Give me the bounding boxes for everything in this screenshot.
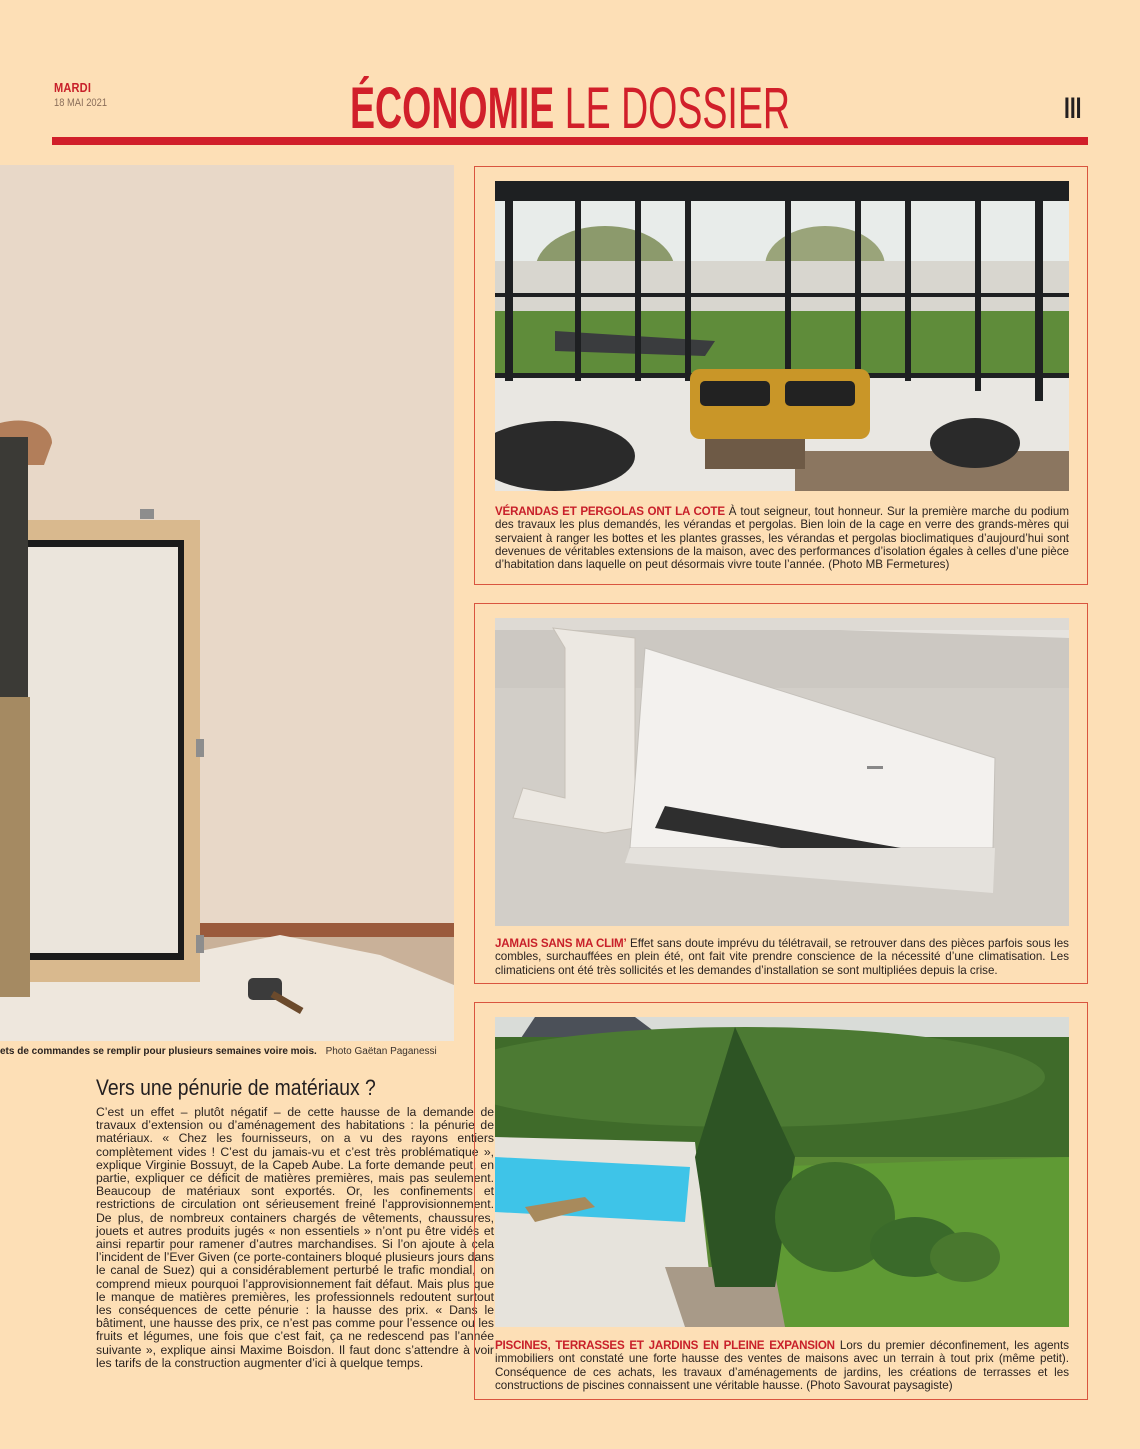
garden-pool-photo <box>495 1017 1069 1327</box>
garden-text: Lors du premier déconfinement, les agents immobiliers ont constaté une forte hausse des ventes de maisons avec un terrain à tout prix (même petit). Conséquence de ces achats, les travaux d’aménagements de jardins, les créations de terrasses et les constructions de piscines connaissent une véritable hausse. (Photo Savourat paysagiste) <box>495 1339 1069 1392</box>
article-body <box>96 1106 494 1370</box>
veranda-caption <box>495 505 1069 571</box>
main-photo-caption <box>0 1046 454 1057</box>
section-title <box>330 70 810 140</box>
main-photo-credit: Photo Gaëtan Paganessi <box>325 1046 437 1057</box>
article-title: Vers une pénurie de matériaux ? <box>96 1075 376 1100</box>
garden-lead: PISCINES, TERRASSES ET JARDINS EN PLEINE EXPANSION <box>495 1339 835 1352</box>
section-title-light: LE DOS <box>564 76 778 140</box>
garden-feature-box <box>474 1002 1088 1400</box>
section-title-bold: ÉCONOMIE <box>350 76 666 140</box>
main-photo-caption-text: ets de commandes se remplir pour plusieurs semaines voire mois. <box>0 1046 317 1057</box>
veranda-photo <box>495 181 1069 491</box>
veranda-feature-box <box>474 166 1088 585</box>
edition-date: 18 MAI 2021 <box>54 97 108 109</box>
garden-caption <box>495 1339 1069 1392</box>
svg-text:ÉCONOMIE LE DOSSIER <box>350 76 790 140</box>
aircon-feature-box <box>474 603 1088 984</box>
edition-day: MARDI <box>54 80 92 95</box>
main-photo-worker-window <box>0 165 454 1041</box>
aircon-text: Effet sans doute imprévu du télétravail, se retrouver dans des pièces parfois sous les combles, surchauffées en plein été, ont fait vite prendre conscience de la nécessité d’une climatisation. Les climaticiens ont été très sollicités et les demandes d’installation se sont multipliées depuis la crise. <box>495 937 1069 977</box>
header-rule <box>52 137 1088 145</box>
aircon-caption <box>495 937 1069 977</box>
veranda-lead: VÉRANDAS ET PERGOLAS ONT LA COTE <box>495 505 725 518</box>
veranda-text: À tout seigneur, tout honneur. Sur la première marche du podium des travaux les plus demandés, les vérandas et pergolas. Bien loin de la cage en verre des grands-mères qui servaient à ranger les bottes et les plantes grasses, les vérandas et pergolas bioclimatiques d’aujourd’hui sont devenues de véritables extensions de la maison, avec des performances d’isolation égales à celles d’une pièce d’habitation dans laquelle on peut désormais vivre toute l’année. (Photo MB Fermetures) <box>495 505 1069 572</box>
page-number: III <box>1064 92 1082 125</box>
aircon-lead: JAMAIS SANS MA CLIM’ <box>495 937 627 950</box>
article-paragraph: C’est un effet – plutôt négatif – de cette hausse de la demande de travaux d’extension ou d’aménagement des habitations : la pénurie de matériaux. « Chez les fournisseurs, on a vu des rayons entiers complètement vides ! C’est du jamais-vu et c’est très problématique », explique Virginie Bossuyt, de la Capeb Aube. La forte demande peut, en partie, expliquer ce déficit de matières premières, mais pas seulement. Beaucoup de matériaux sont exportés. Or, les confinements et restrictions de circulation ont sérieusement freiné l’approvisionnement. De plus, de nombreux containers chargés de vêtements, chaussures, jouets et autres produits jugés « non essentiels » n’ont pu être vidés et ainsi repartir pour ramener d’autres marchandises. Si l’on ajoute à cela l’incident de l’Ever Given (ce porte-containers bloqué plusieurs jours dans le canal de Suez) qui a considérablement perturbé le trafic mondial, on comprend mieux pourquoi l’approvisionnement fait défaut. Mais plus que le manque de matières premières, les professionnels redoutent surtout les conséquences de cette pénurie : la hausse des prix. « Dans le bâtiment, une hausse des prix, ce n’est pas comme pour l’essence ou les fruits et légumes, une fois que c’est fait, ça ne redescend pas l’année suivante », explique ainsi Maxime Boisdon. Il faut donc s’attendre à voir les tarifs de la construction augmenter d’ici à quelque temps. <box>96 1105 494 1370</box>
aircon-photo <box>495 618 1069 926</box>
